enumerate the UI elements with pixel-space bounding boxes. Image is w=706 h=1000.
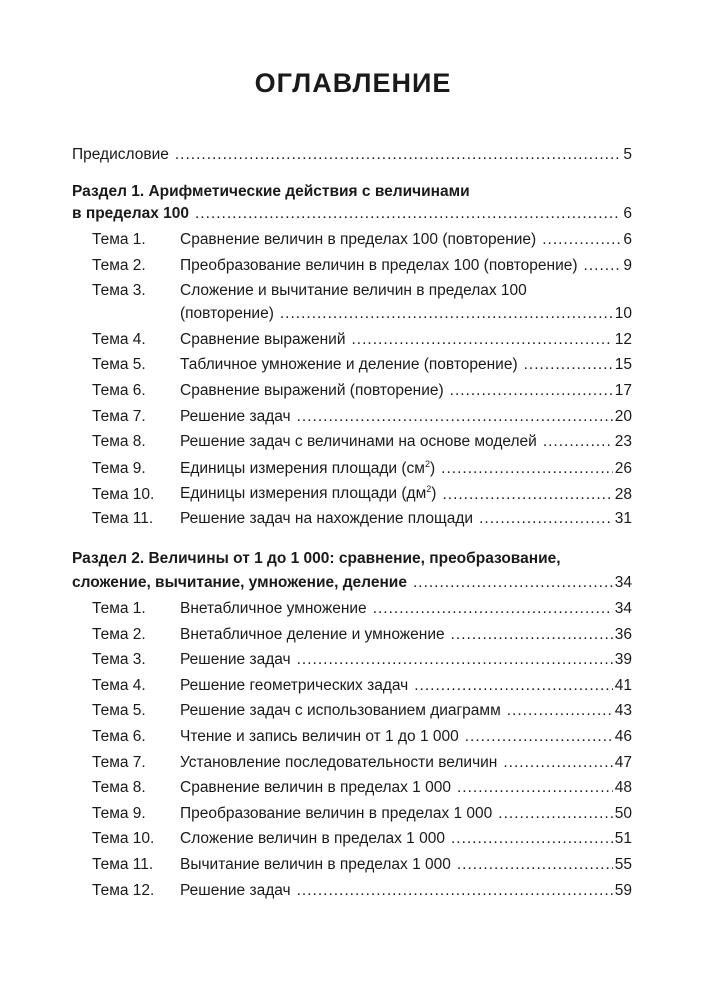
topic-number: Тема 7. [92,753,146,771]
toc-page-number: 6 [623,205,632,222]
toc-page-number: 50 [614,804,632,822]
topic-title [180,677,408,695]
topic-number: Тема 5. [92,356,146,374]
topic-title-text: Преобразование величин в пределах 100 (повторение) [180,256,578,274]
topic-title [180,510,473,528]
toc-page-number: 59 [614,881,632,899]
topic-title-text: Единицы измерения площади (см [180,459,425,477]
topic-number: Тема 9. [92,804,146,822]
toc-topic-row[interactable] [72,484,632,503]
toc-page-number: 47 [614,753,632,771]
dot-leader [297,408,613,426]
topic-title [180,433,537,451]
dot-leader [280,305,613,323]
dot-leader [457,779,613,797]
topic-title [180,484,436,503]
dot-leader [373,600,613,618]
topic-title-text: Решение задач на нахождение площади [180,510,474,527]
topic-number: Тема 8. [92,433,146,451]
dot-leader [175,146,622,164]
toc-page-number: 43 [614,702,632,720]
toc-page-number: 34 [614,574,632,591]
toc-preface[interactable] [72,146,632,164]
topic-number: Тема 4. [92,676,146,694]
dot-leader [442,486,612,504]
topic-number: Тема 2. [92,256,146,274]
toc-topic-row[interactable] [72,779,632,797]
toc-topic-row[interactable] [72,754,632,772]
topic-number: Тема 3. [92,282,146,300]
toc-page-number: 10 [614,305,632,323]
toc-page-number: 39 [614,651,632,669]
toc-page-number: 51 [614,830,632,848]
topic-number: Тема 10. [92,485,155,503]
topic-title-text: Сложение величин в пределах 1 000 [180,830,445,848]
toc-topic-row[interactable] [72,600,632,618]
topic-title [180,257,578,275]
topic-number: Тема 1. [92,231,146,248]
topic-title [180,231,536,249]
dot-leader [507,702,613,720]
topic-title-text: Решение задач с использованием диаграмм [180,702,501,720]
topic-title-text: Решение задач [180,407,291,425]
toc-topic-row-continued[interactable] [72,305,632,323]
dot-leader [414,677,613,695]
dot-leader [543,433,613,451]
dot-leader [498,805,612,823]
toc-page-number: 23 [614,433,632,451]
toc-page-number: 12 [614,330,632,348]
topic-title-text: Табличное умножение и деление (повторение) [180,356,518,374]
topic-number: Тема 12. [92,881,155,899]
toc-page-number: 41 [614,676,632,694]
toc-topic-row[interactable] [72,882,632,900]
topic-title-text: Решение задач [180,651,291,669]
topic-number: Тема 11. [92,856,154,873]
toc-page-number: 34 [614,600,632,617]
dot-leader [195,205,621,223]
dot-leader [465,728,613,746]
topic-title [180,830,445,848]
topic-title-text: Сравнение величин в пределах 1 000 [180,779,451,797]
dot-leader [542,231,621,249]
topic-title-text: Решение геометрических задач [180,676,409,694]
topic-title-text: Вычитание величин в пределах 1 000 [180,856,451,873]
topic-number: Тема 7. [92,407,146,425]
dot-leader [297,882,613,900]
toc-topic-row[interactable] [72,231,632,249]
topic-title [180,728,459,746]
section-1-heading-line2: в пределах 100 [72,205,189,222]
toc-topic-row[interactable] [72,257,632,275]
topic-number: Тема 10. [92,830,155,848]
topic-title-text: Сравнение величин в пределах 100 (повторение) [180,231,537,248]
topic-title [180,459,435,478]
toc-topic-row[interactable] [72,356,632,374]
topic-title [180,651,291,669]
toc-topic-row[interactable] [72,408,632,426]
topic-number: Тема 2. [92,625,146,643]
topic-title [180,626,445,644]
topic-title-tail: ) [431,485,437,503]
topic-title-tail: ) [429,459,436,477]
toc-topic-row[interactable] [72,830,632,848]
toc-entry-title: Предисловие [72,146,169,163]
topic-number: Тема 3. [92,651,146,669]
topic-title-text: Единицы измерения площади (дм [180,485,427,503]
topic-title-text: Установление последовательности величин [180,753,498,771]
topic-title [180,702,501,720]
toc-page-number: 46 [614,728,632,745]
topic-title-continued: (повторение) [180,305,274,323]
toc-page-number: 48 [614,779,632,797]
dot-leader [441,460,613,478]
toc-topic-row[interactable] [72,651,632,669]
toc-page-number: 17 [614,382,632,399]
toc-topic-row[interactable] [72,728,632,746]
toc-page-number: 6 [623,231,632,248]
topic-title: Сложение и вычитание величин в пределах 100 [180,282,527,300]
toc-section-1[interactable] [72,205,632,223]
topic-number: Тема 6. [92,382,146,399]
topic-number: Тема 8. [92,779,146,797]
dot-leader [451,626,613,644]
section-2-heading-line1: Раздел 2. Величины от 1 до 1 000: сравнение, преобразование, [72,550,561,567]
toc-topic-row[interactable] [72,805,632,823]
toc-page-number: 15 [614,356,632,374]
dot-leader [297,651,613,669]
topic-title [180,779,451,797]
dot-leader [584,257,622,275]
page-title: ОГЛАВЛЕНИЕ [254,68,452,98]
topic-title-text: Внетабличное деление и умножение [180,625,445,643]
topic-title [180,600,367,618]
topic-title [180,382,444,400]
toc-topic-row[interactable] [72,510,632,528]
dot-leader [503,754,612,772]
topic-title-text: Сравнение выражений [180,330,346,348]
dot-leader [450,382,613,400]
toc-topic-row[interactable] [72,856,632,874]
superscript: 2 [424,458,430,469]
topic-title-text: Внетабличное умножение [180,600,367,617]
toc-page-number: 55 [614,856,632,873]
topic-title [180,408,291,426]
dot-leader [413,574,613,592]
topic-title [180,856,451,874]
section-2-heading-line2: сложение, вычитание, умножение, деление [72,574,407,591]
topic-number: Тема 1. [92,600,146,617]
topic-title [180,805,492,823]
topic-number: Тема 9. [92,459,146,477]
toc-topic-row[interactable] [72,433,632,451]
dot-leader [479,510,613,528]
toc-topic-row[interactable] [72,331,632,349]
toc-topic-row[interactable] [72,382,632,400]
dot-leader [524,356,613,374]
toc-page-number: 36 [614,625,632,643]
topic-title-text: Решение задач [180,881,291,899]
toc-section-2[interactable] [72,574,632,592]
dot-leader [351,331,612,349]
topic-number: Тема 6. [92,728,146,745]
toc-page-number: 9 [623,256,632,274]
superscript: 2 [426,484,432,495]
section-1-heading-line1: Раздел 1. Арифметические действия с величинами [72,183,470,200]
toc-page-number: 20 [614,407,632,425]
toc-topic-row[interactable] [72,702,632,720]
dot-leader [451,830,613,848]
topic-title-text: Чтение и запись величин от 1 до 1 000 [180,728,459,745]
toc-page-number: 28 [614,485,632,503]
topic-number: Тема 4. [92,330,146,348]
toc-topic-row[interactable] [72,626,632,644]
topic-title-text: Преобразование величин в пределах 1 000 [180,804,493,822]
toc-page-number: 5 [623,146,632,163]
topic-title-text: Решение задач с величинами на основе моделей [180,433,537,451]
toc-page-number: 26 [614,459,632,477]
toc-topic-row[interactable] [72,282,632,300]
topic-number: Тема 5. [92,702,146,720]
topic-title [180,754,497,772]
dot-leader [457,856,613,874]
toc-page-number: 31 [614,510,632,527]
topic-title-text: Сравнение выражений (повторение) [180,382,444,399]
topic-number: Тема 11. [92,510,154,527]
topic-title [180,882,291,900]
topic-title [180,356,518,374]
toc-topic-row[interactable] [72,677,632,695]
topic-title [180,331,345,349]
toc-topic-row[interactable] [72,459,632,478]
